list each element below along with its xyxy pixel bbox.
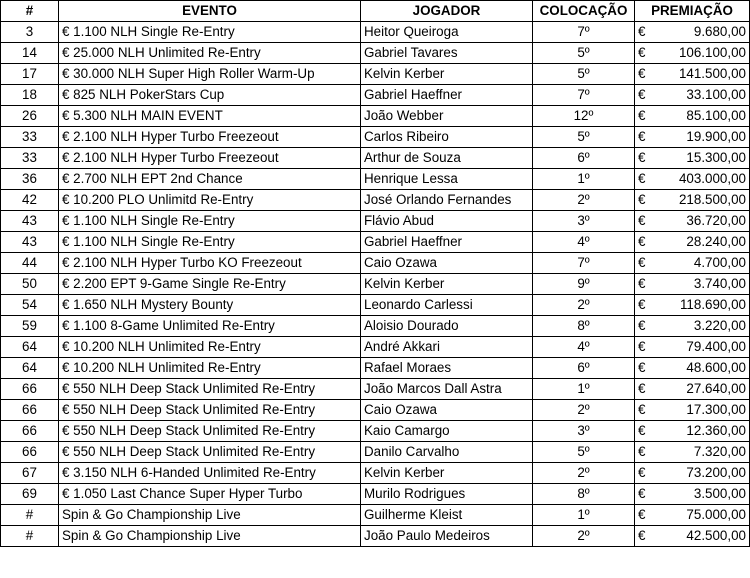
row-num: 43: [1, 232, 59, 253]
table-row: [1, 358, 750, 379]
table-row: [1, 253, 750, 274]
row-position: 3º: [533, 211, 635, 232]
table-row: [1, 127, 750, 148]
row-num: 17: [1, 64, 59, 85]
row-prize: [635, 421, 750, 442]
table-row: [1, 337, 750, 358]
row-prize: [635, 211, 750, 232]
prize-amount: 118.690,00: [679, 297, 746, 312]
row-num: 59: [1, 316, 59, 337]
row-position: 1º: [533, 169, 635, 190]
row-position: 2º: [533, 400, 635, 421]
row-player: Carlos Ribeiro: [361, 127, 533, 148]
header-player: JOGADOR: [361, 1, 533, 22]
header-row: [1, 1, 750, 22]
row-prize: [635, 295, 750, 316]
row-position: 8º: [533, 484, 635, 505]
prize-amount: 141.500,00: [678, 66, 746, 81]
table-row: [1, 106, 750, 127]
row-position: 5º: [533, 442, 635, 463]
row-player: Kelvin Kerber: [361, 64, 533, 85]
currency-symbol: €: [638, 45, 646, 60]
prize-amount: 85.100,00: [686, 108, 746, 123]
row-prize: [635, 316, 750, 337]
row-position: 7º: [533, 253, 635, 274]
row-prize: [635, 442, 750, 463]
prize-amount: 15.300,00: [686, 150, 746, 165]
currency-symbol: €: [638, 507, 646, 522]
table-row: [1, 22, 750, 43]
currency-symbol: €: [638, 444, 646, 459]
prize-amount: 33.100,00: [686, 87, 746, 102]
row-prize: [635, 484, 750, 505]
row-player: Caio Ozawa: [361, 400, 533, 421]
table-row: [1, 169, 750, 190]
row-player: Kelvin Kerber: [361, 463, 533, 484]
row-event: € 1.650 NLH Mystery Bounty: [59, 295, 361, 316]
table-row: [1, 148, 750, 169]
row-num: 66: [1, 379, 59, 400]
row-player: Gabriel Tavares: [361, 43, 533, 64]
currency-symbol: €: [638, 318, 646, 333]
row-position: 2º: [533, 463, 635, 484]
row-prize: [635, 43, 750, 64]
row-player: Caio Ozawa: [361, 253, 533, 274]
row-event: Spin & Go Championship Live: [59, 505, 361, 526]
currency-symbol: €: [638, 171, 646, 186]
currency-symbol: €: [638, 402, 646, 417]
row-position: 4º: [533, 337, 635, 358]
table-row: [1, 211, 750, 232]
row-event: € 2.100 NLH Hyper Turbo KO Freezeout: [59, 253, 361, 274]
row-position: 2º: [533, 190, 635, 211]
currency-symbol: €: [638, 486, 646, 501]
row-prize: [635, 85, 750, 106]
currency-symbol: €: [638, 276, 646, 291]
table-row: [1, 400, 750, 421]
row-num: 64: [1, 337, 59, 358]
row-prize: [635, 106, 750, 127]
row-position: 1º: [533, 379, 635, 400]
row-prize: [635, 64, 750, 85]
row-player: João Webber: [361, 106, 533, 127]
row-num: 67: [1, 463, 59, 484]
currency-symbol: €: [638, 465, 646, 480]
row-num: 66: [1, 442, 59, 463]
row-event: € 550 NLH Deep Stack Unlimited Re-Entry: [59, 379, 361, 400]
row-num: #: [1, 505, 59, 526]
row-num: 36: [1, 169, 59, 190]
prize-amount: 106.100,00: [678, 45, 746, 60]
prize-amount: 27.640,00: [686, 381, 746, 396]
row-position: 12º: [533, 106, 635, 127]
table-row: [1, 85, 750, 106]
currency-symbol: €: [638, 297, 646, 312]
prize-amount: 73.200,00: [686, 465, 746, 480]
row-prize: [635, 358, 750, 379]
row-player: Aloisio Dourado: [361, 316, 533, 337]
row-prize: [635, 379, 750, 400]
row-player: Gabriel Haeffner: [361, 85, 533, 106]
currency-symbol: €: [638, 255, 646, 270]
prize-amount: 75.000,00: [686, 507, 746, 522]
currency-symbol: €: [638, 108, 646, 123]
currency-symbol: €: [638, 360, 646, 375]
currency-symbol: €: [638, 66, 646, 81]
row-num: 43: [1, 211, 59, 232]
table-row: [1, 526, 750, 547]
row-event: € 10.200 NLH Unlimited Re-Entry: [59, 358, 361, 379]
row-prize: [635, 22, 750, 43]
header-prize: PREMIAÇÃO: [635, 1, 750, 22]
row-event: € 1.100 NLH Single Re-Entry: [59, 22, 361, 43]
row-position: 2º: [533, 526, 635, 547]
row-num: 42: [1, 190, 59, 211]
row-position: 4º: [533, 232, 635, 253]
row-position: 5º: [533, 127, 635, 148]
row-num: 26: [1, 106, 59, 127]
row-player: Rafael Moraes: [361, 358, 533, 379]
table-row: [1, 484, 750, 505]
row-position: 9º: [533, 274, 635, 295]
row-player: João Paulo Medeiros: [361, 526, 533, 547]
currency-symbol: €: [638, 423, 646, 438]
row-prize: [635, 463, 750, 484]
currency-symbol: €: [638, 339, 646, 354]
row-player: João Marcos Dall Astra: [361, 379, 533, 400]
row-player: Kelvin Kerber: [361, 274, 533, 295]
table-row: [1, 442, 750, 463]
currency-symbol: €: [638, 213, 646, 228]
row-prize: [635, 232, 750, 253]
row-player: Murilo Rodrigues: [361, 484, 533, 505]
row-event: Spin & Go Championship Live: [59, 526, 361, 547]
row-prize: [635, 274, 750, 295]
table-row: [1, 295, 750, 316]
prize-amount: 3.740,00: [693, 276, 746, 291]
table-row: [1, 379, 750, 400]
prize-amount: 36.720,00: [686, 213, 746, 228]
row-num: 64: [1, 358, 59, 379]
row-event: € 10.200 PLO Unlimitd Re-Entry: [59, 190, 361, 211]
row-player: José Orlando Fernandes: [361, 190, 533, 211]
row-num: 33: [1, 127, 59, 148]
row-event: € 550 NLH Deep Stack Unlimited Re-Entry: [59, 421, 361, 442]
table-row: [1, 463, 750, 484]
row-position: 7º: [533, 22, 635, 43]
row-num: 44: [1, 253, 59, 274]
row-event: € 1.050 Last Chance Super Hyper Turbo: [59, 484, 361, 505]
row-prize: [635, 190, 750, 211]
row-position: 8º: [533, 316, 635, 337]
row-player: André Akkari: [361, 337, 533, 358]
row-num: 3: [1, 22, 59, 43]
row-event: € 1.100 NLH Single Re-Entry: [59, 232, 361, 253]
currency-symbol: €: [638, 150, 646, 165]
table-row: [1, 421, 750, 442]
prize-amount: 17.300,00: [686, 402, 746, 417]
header-num: #: [1, 1, 59, 22]
prize-amount: 3.500,00: [693, 486, 746, 501]
table-row: [1, 505, 750, 526]
row-position: 6º: [533, 358, 635, 379]
row-event: € 550 NLH Deep Stack Unlimited Re-Entry: [59, 442, 361, 463]
prize-amount: 4.700,00: [693, 255, 746, 270]
row-player: Kaio Camargo: [361, 421, 533, 442]
prize-amount: 218.500,00: [678, 192, 746, 207]
row-event: € 2.200 EPT 9-Game Single Re-Entry: [59, 274, 361, 295]
row-prize: [635, 337, 750, 358]
table-row: [1, 190, 750, 211]
prize-amount: 3.220,00: [693, 318, 746, 333]
row-prize: [635, 526, 750, 547]
header-event: EVENTO: [59, 1, 361, 22]
prize-amount: 79.400,00: [686, 339, 746, 354]
row-player: Danilo Carvalho: [361, 442, 533, 463]
row-player: Gabriel Haeffner: [361, 232, 533, 253]
row-event: € 2.100 NLH Hyper Turbo Freezeout: [59, 148, 361, 169]
row-num: 66: [1, 421, 59, 442]
table-row: [1, 64, 750, 85]
row-event: € 2.700 NLH EPT 2nd Chance: [59, 169, 361, 190]
table-row: [1, 43, 750, 64]
row-position: 5º: [533, 43, 635, 64]
currency-symbol: €: [638, 234, 646, 249]
row-player: Henrique Lessa: [361, 169, 533, 190]
row-prize: [635, 400, 750, 421]
prize-amount: 12.360,00: [686, 423, 746, 438]
prize-amount: 42.500,00: [686, 528, 746, 543]
row-num: 18: [1, 85, 59, 106]
row-event: € 5.300 NLH MAIN EVENT: [59, 106, 361, 127]
prize-amount: 403.000,00: [678, 171, 746, 186]
header-position: COLOCAÇÃO: [533, 1, 635, 22]
currency-symbol: €: [638, 24, 646, 39]
row-player: Flávio Abud: [361, 211, 533, 232]
prize-amount: 19.900,00: [686, 129, 746, 144]
row-event: € 2.100 NLH Hyper Turbo Freezeout: [59, 127, 361, 148]
row-prize: [635, 127, 750, 148]
currency-symbol: €: [638, 192, 646, 207]
row-event: € 1.100 8-Game Unlimited Re-Entry: [59, 316, 361, 337]
table-row: [1, 316, 750, 337]
row-num: 50: [1, 274, 59, 295]
row-player: Heitor Queiroga: [361, 22, 533, 43]
row-num: 33: [1, 148, 59, 169]
prize-amount: 9.680,00: [693, 24, 746, 39]
row-prize: [635, 148, 750, 169]
row-event: € 825 NLH PokerStars Cup: [59, 85, 361, 106]
row-position: 2º: [533, 295, 635, 316]
currency-symbol: €: [638, 381, 646, 396]
currency-symbol: €: [638, 528, 646, 543]
row-event: € 30.000 NLH Super High Roller Warm-Up: [59, 64, 361, 85]
table-row: [1, 232, 750, 253]
row-position: 1º: [533, 505, 635, 526]
table-row: [1, 274, 750, 295]
row-num: 66: [1, 400, 59, 421]
row-player: Guilherme Kleist: [361, 505, 533, 526]
row-event: € 1.100 NLH Single Re-Entry: [59, 211, 361, 232]
row-num: #: [1, 526, 59, 547]
row-player: Arthur de Souza: [361, 148, 533, 169]
row-position: 6º: [533, 148, 635, 169]
row-event: € 550 NLH Deep Stack Unlimited Re-Entry: [59, 400, 361, 421]
row-player: Leonardo Carlessi: [361, 295, 533, 316]
row-prize: [635, 253, 750, 274]
row-prize: [635, 169, 750, 190]
row-position: 7º: [533, 85, 635, 106]
row-event: € 10.200 NLH Unlimited Re-Entry: [59, 337, 361, 358]
row-event: € 25.000 NLH Unlimited Re-Entry: [59, 43, 361, 64]
currency-symbol: €: [638, 129, 646, 144]
row-num: 54: [1, 295, 59, 316]
row-num: 69: [1, 484, 59, 505]
prize-amount: 7.320,00: [693, 444, 746, 459]
row-event: € 3.150 NLH 6-Handed Unlimited Re-Entry: [59, 463, 361, 484]
prize-amount: 48.600,00: [686, 360, 746, 375]
prize-amount: 28.240,00: [686, 234, 746, 249]
row-prize: [635, 505, 750, 526]
currency-symbol: €: [638, 87, 646, 102]
row-position: 3º: [533, 421, 635, 442]
row-num: 14: [1, 43, 59, 64]
row-position: 5º: [533, 64, 635, 85]
